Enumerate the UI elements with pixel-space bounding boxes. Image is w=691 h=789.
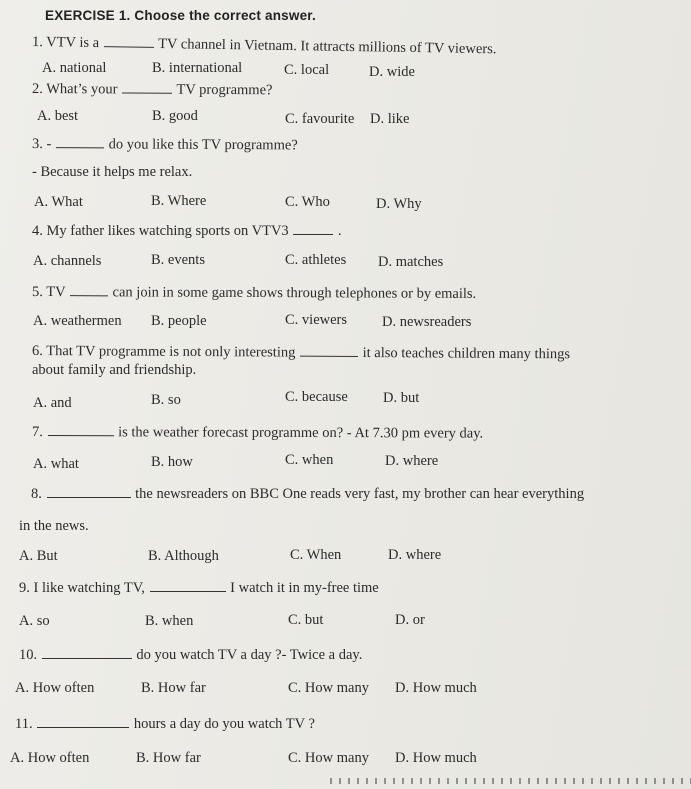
exercise-title: EXERCISE 1. Choose the correct answer. [45,8,316,23]
question-5: 5. TV can join in some game shows through telephones or by emails. [31,284,477,302]
answer-blank[interactable] [293,233,333,235]
option-b[interactable]: B. events [151,252,205,268]
option-b[interactable]: B. Where [151,193,207,209]
option-d[interactable]: D. where [388,547,442,563]
option-b[interactable]: B. so [151,392,181,408]
option-b[interactable]: B. Although [148,548,219,564]
option-c[interactable]: C. but [288,612,324,628]
question-3: 3. - do you like this TV programme? [31,136,298,154]
answer-blank[interactable] [150,590,226,592]
option-b[interactable]: B. people [151,313,207,329]
question-2: 2. What’s your TV programme? [31,81,273,99]
page-bottom-edge [330,778,691,784]
option-a[interactable]: A. and [33,395,72,411]
question-8-continued: in the news. [19,518,89,534]
answer-blank[interactable] [300,355,358,357]
option-a[interactable]: A. How often [10,750,90,766]
option-d[interactable]: D. How much [395,750,477,766]
question-10: 10. do you watch TV a day ?- Twice a day. [19,647,363,663]
option-a[interactable]: A. so [19,613,50,629]
option-b[interactable]: B. good [152,108,198,124]
question-9: 9. I like watching TV, I watch it in my-free time [19,580,379,596]
option-a[interactable]: A. channels [33,253,102,269]
answer-blank[interactable] [47,496,131,498]
option-c[interactable]: C. viewers [285,312,348,328]
question-11: 11. hours a day do you watch TV ? [15,716,315,732]
question-8: 8. the newsreaders on BBC One reads very fast, my brother can hear everything [31,486,585,502]
option-a[interactable]: A. But [19,548,58,564]
option-c[interactable]: C. How many [288,680,369,696]
option-c[interactable]: C. favourite [285,111,355,127]
option-b[interactable]: B. how [151,454,193,470]
option-a[interactable]: A. weathermen [33,313,122,329]
answer-blank[interactable] [47,434,113,436]
option-d[interactable]: D. newsreaders [382,314,472,330]
answer-blank[interactable] [122,91,172,93]
option-d[interactable]: D. or [395,612,425,628]
question-3-answer-line: - Because it helps me relax. [32,164,193,180]
option-b[interactable]: B. when [145,613,194,629]
option-d[interactable]: D. matches [378,254,444,270]
option-d[interactable]: D. How much [395,680,477,696]
option-a[interactable]: A. What [34,194,83,210]
question-7: 7. is the weather forecast programme on? - At 7.30 pm every day. [31,424,484,442]
option-c[interactable]: C. When [290,547,342,563]
option-c[interactable]: C. local [284,62,330,78]
answer-blank[interactable] [70,294,108,296]
answer-blank[interactable] [56,146,104,148]
option-c[interactable]: C. because [285,389,348,405]
option-d[interactable]: D. where [385,453,439,469]
option-c[interactable]: C. How many [288,750,369,766]
answer-blank[interactable] [37,726,129,728]
question-4: 4. My father likes watching sports on VTV3 . [32,223,342,239]
option-a[interactable]: A. How often [15,680,95,696]
option-d[interactable]: D. like [370,111,410,127]
option-b[interactable]: B. How far [141,680,206,696]
option-c[interactable]: C. when [285,452,334,468]
option-d[interactable]: D. but [383,390,420,406]
question-6: 6. That TV programme is not only interesting it also teaches children many things [31,343,571,363]
option-c[interactable]: C. Who [285,194,330,210]
option-b[interactable]: B. international [152,60,243,76]
option-b[interactable]: B. How far [136,750,201,766]
answer-blank[interactable] [104,45,154,48]
option-a[interactable]: A. best [37,108,79,124]
option-a[interactable]: A. what [33,456,79,472]
option-c[interactable]: C. athletes [285,252,347,268]
option-a[interactable]: A. national [42,60,107,76]
question-6-continued: about family and friendship. [32,362,197,378]
answer-blank[interactable] [42,657,132,659]
option-d[interactable]: D. Why [376,196,422,212]
option-d[interactable]: D. wide [369,64,415,80]
question-1: 1. VTV is a TV channel in Vietnam. It attracts millions of TV viewers. [31,34,497,58]
